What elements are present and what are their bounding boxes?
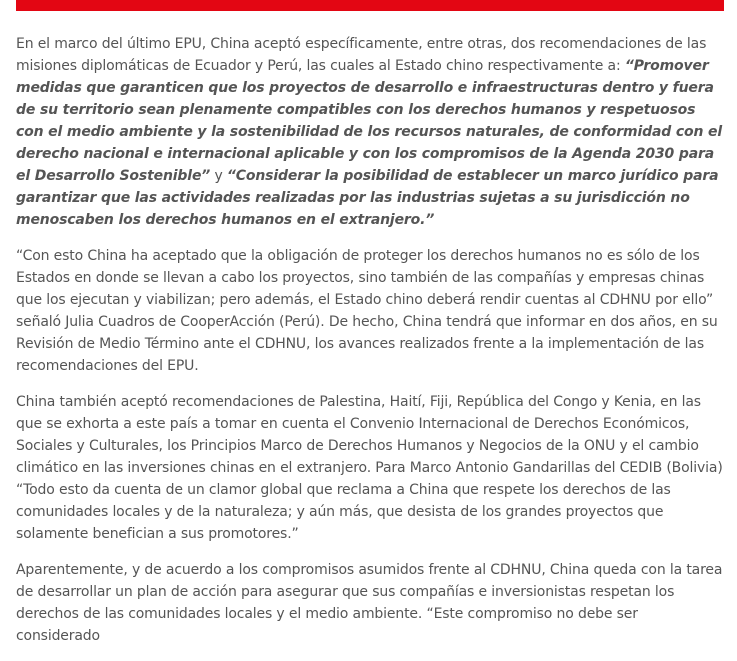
header-accent-bar: [16, 0, 724, 11]
article-body: [16, 33, 724, 661]
ecuador-recommendation-quote: “Promover medidas que garanticen que los proyectos de desarrollo e infraestructuras dentro y fuera de su territorio sean plenamente compatibles con los derechos humanos y respetuosos con el medio ambiente y la sostenibilidad de los recursos naturales, de conformidad con el derecho nacional e internacional aplicable y con los compromisos de la Agenda 2030 para el Desarrollo Sostenible”: [16, 58, 723, 184]
paragraph-intro-text: En el marco del último EPU, China aceptó específicamente, entre otras, dos recomendaciones de las misiones diplomáticas de Ecuador y Perú, las cuales al Estado chino respectivamente a:: [16, 36, 707, 74]
paragraph-other-recommendations: China también aceptó recomendaciones de Palestina, Haití, Fiji, República del Congo y Kenia, en las que se exhorta a este país a tomar en cuenta el Convenio Internacional de Derechos Económicos, Sociales y Culturales, los Principios Marco de Derechos Humanos y Negocios de la ONU y el cambio climático en las inversiones chinas en el extranjero. Para Marco Antonio Gandarillas del CEDIB (Bolivia) “Todo esto da cuenta de un clamor global que reclama a China que respete los derechos de las comunidades locales y de la naturaleza; y aún más, que desista de los grandes proyectos que solamente benefician a sus promotores.”: [16, 394, 723, 542]
connector-text: y: [210, 168, 227, 184]
paragraph-cooperaccion-quote: “Con esto China ha aceptado que la obligación de proteger los derechos humanos no es sólo de los Estados en donde se llevan a cabo los proyectos, sino también de las compañías y empresas chinas que los ejecutan y viabilizan; pero además, el Estado chino deberá rendir cuentas al CDHNU por ello” señaló Julia Cuadros de CooperAcción (Perú). De hecho, China tendrá que informar en dos años, en su Revisión de Medio Término ante el CDHNU, los avances realizados frente a la implementación de las recomendaciones del EPU.: [16, 248, 718, 374]
paragraph-epu-recommendations: [16, 33, 724, 231]
paragraph-action-plan: Aparentemente, y de acuerdo a los compromisos asumidos frente al CDHNU, China queda con la tarea de desarrollar un plan de acción para asegurar que sus compañías e inversionistas respetan los derechos de las comunidades locales y el medio ambiente. “Este compromiso no debe ser considerado: [16, 562, 723, 644]
peru-recommendation-quote: “Considerar la posibilidad de establecer un marco jurídico para garantizar que las actividades realizadas por las industrias sujetas a su jurisdicción no menoscaben los derechos humanos en el extranjero.”: [16, 168, 719, 228]
